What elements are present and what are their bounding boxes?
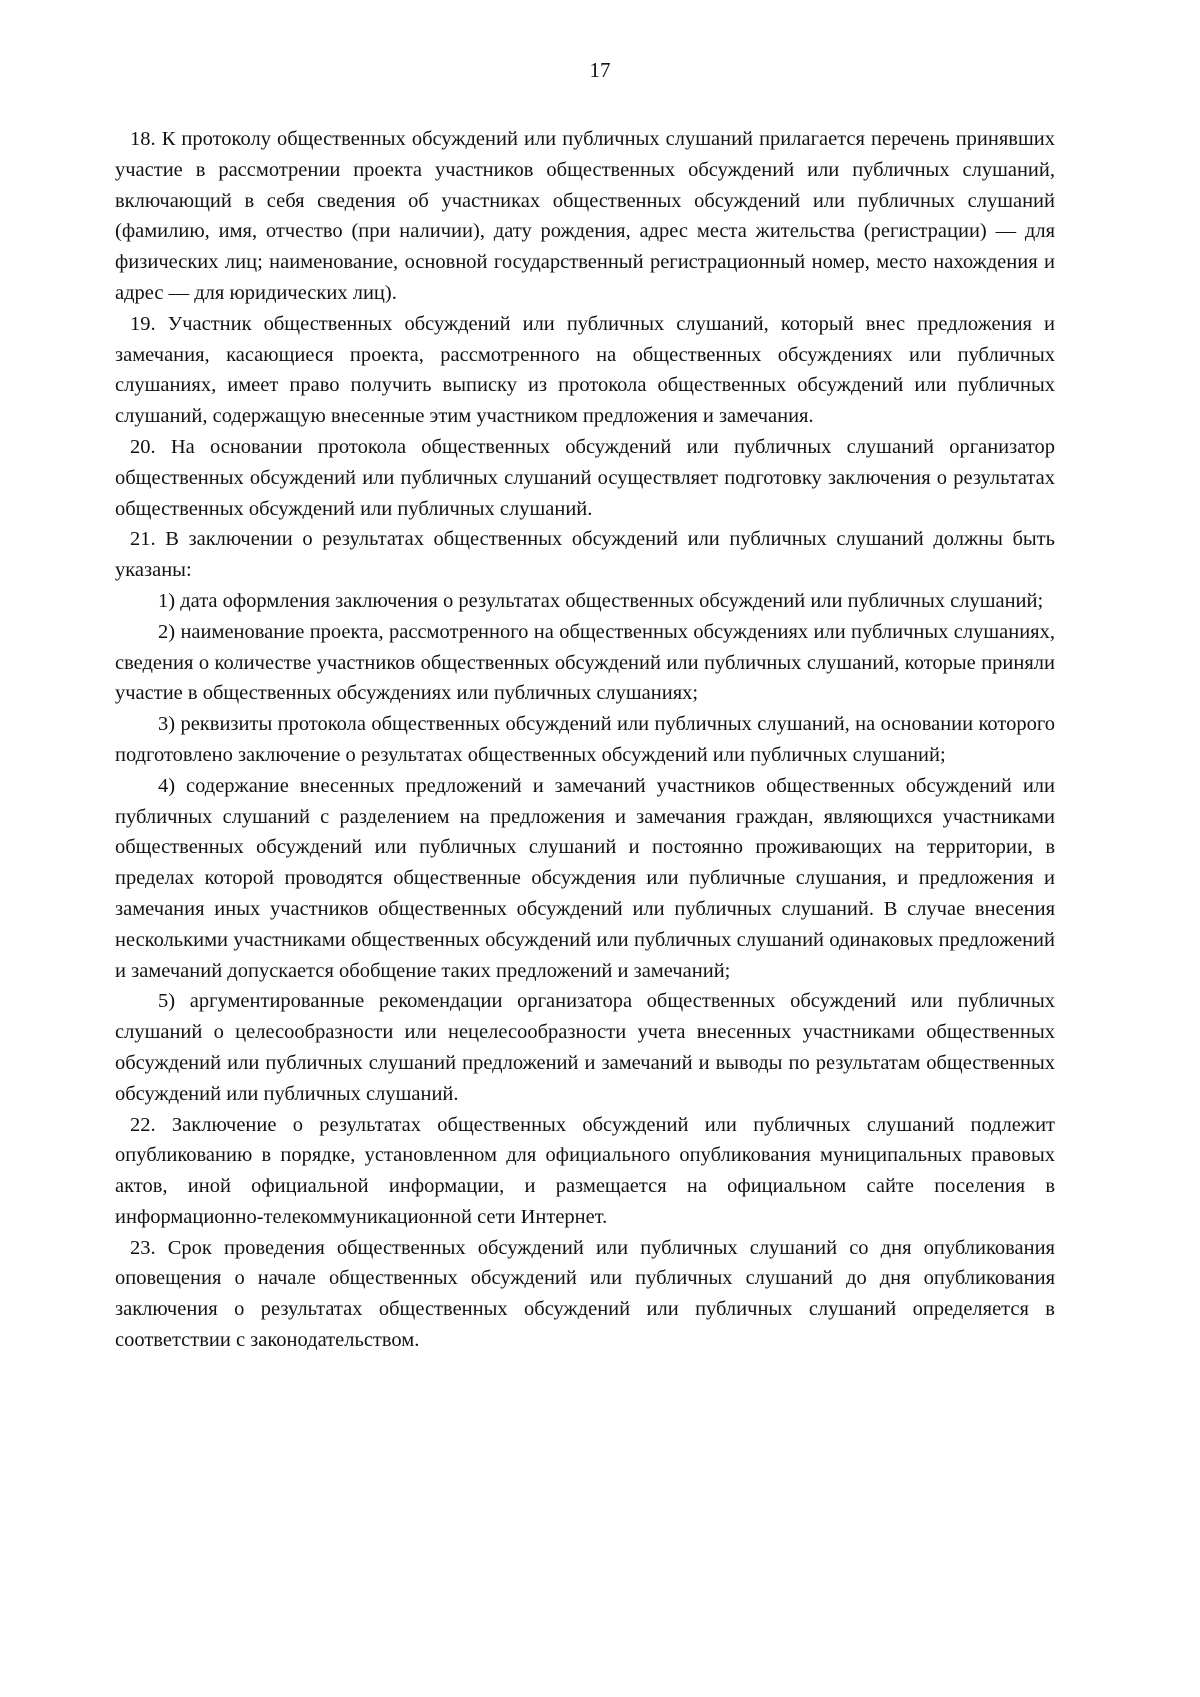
page-number: 17 (589, 58, 611, 82)
paragraph-20: 20. На основании протокола общественных обсуждений или публичных слушаний организатор общественных обсуждений или публичных слушаний осуществляет подготовку заключения о результатах общественных обсуждений или публичных слушаний. (115, 435, 1055, 520)
paragraph-22: 22. Заключение о результатах общественных обсуждений или публичных слушаний подлежит опубликованию в порядке, установленном для официального опубликования муниципальных правовых актов, иной официальной информации, и размещается на официальном сайте поселения в информационно-телекоммуникационной сети Интернет. (115, 1113, 1055, 1228)
subitem-21-2: 2) наименование проекта, рассмотренного на общественных обсуждениях или публичных слушаниях, сведения о количестве участников общественных обсуждений или публичных слушаний, которые приняли участие в общественных обсуждениях или публичных слушаниях; (115, 620, 1055, 705)
paragraph-21: 21. В заключении о результатах общественных обсуждений или публичных слушаний должны быть указаны: (115, 528, 1055, 582)
subitem-21-1: 1) дата оформления заключения о результатах общественных обсуждений или публичных слушаний; (158, 589, 1044, 612)
paragraph-23: 23. Срок проведения общественных обсуждений или публичных слушаний со дня опубликования оповещения о начале общественных обсуждений или публичных слушаний до дня опубликования заключения о результатах общественных обсуждений или публичных слушаний определяется в соответствии с законодательством. (115, 1236, 1055, 1352)
subitem-21-3: 3) реквизиты протокола общественных обсуждений или публичных слушаний, на основании которого подготовлено заключение о результатах общественных обсуждений или публичных слушаний; (115, 713, 1055, 766)
document-body (115, 124, 1055, 1356)
subitem-21-5: 5) аргументированные рекомендации организатора общественных обсуждений или публичных слушаний о целесообразности или нецелесообразности учета внесенных участниками общественных обсуждений или публичных слушаний предложений и замечаний и выводы по результатам общественных обсуждений или публичных слушаний. (115, 990, 1055, 1105)
subitem-21-4: 4) содержание внесенных предложений и замечаний участников общественных обсуждений или публичных слушаний с разделением на предложения и замечания граждан, являющихся участниками общественных обсуждений или публичных слушаний и постоянно проживающих на территории, в пределах которой проводятся общественные обсуждения или публичные слушания, и предложения и замечания иных участников общественных обсуждений или публичных слушаний. В случае внесения несколькими участниками общественных обсуждений или публичных слушаний одинаковых предложений и замечаний допускается обобщение таких предложений и замечаний; (115, 774, 1055, 982)
paragraph-19: 19. Участник общественных обсуждений или публичных слушаний, который внес предложения и замечания, касающиеся проекта, рассмотренного на общественных обсуждениях или публичных слушаниях, имеет право получить выписку из протокола общественных обсуждений или публичных слушаний, содержащую внесенные этим участником предложения и замечания. (115, 312, 1055, 428)
paragraph-18: 18. К протоколу общественных обсуждений или публичных слушаний прилагается перечень принявших участие в рассмотрении проекта участников общественных обсуждений или публичных слушаний, включающий в себя сведения об участниках общественных обсуждений или публичных слушаний (фамилию, имя, отчество (при наличии), дату рождения, адрес места жительства (регистрации) — для физических лиц; наименование, основной государственный регистрационный номер, место нахождения и адрес — для юридических лиц). (115, 128, 1055, 304)
